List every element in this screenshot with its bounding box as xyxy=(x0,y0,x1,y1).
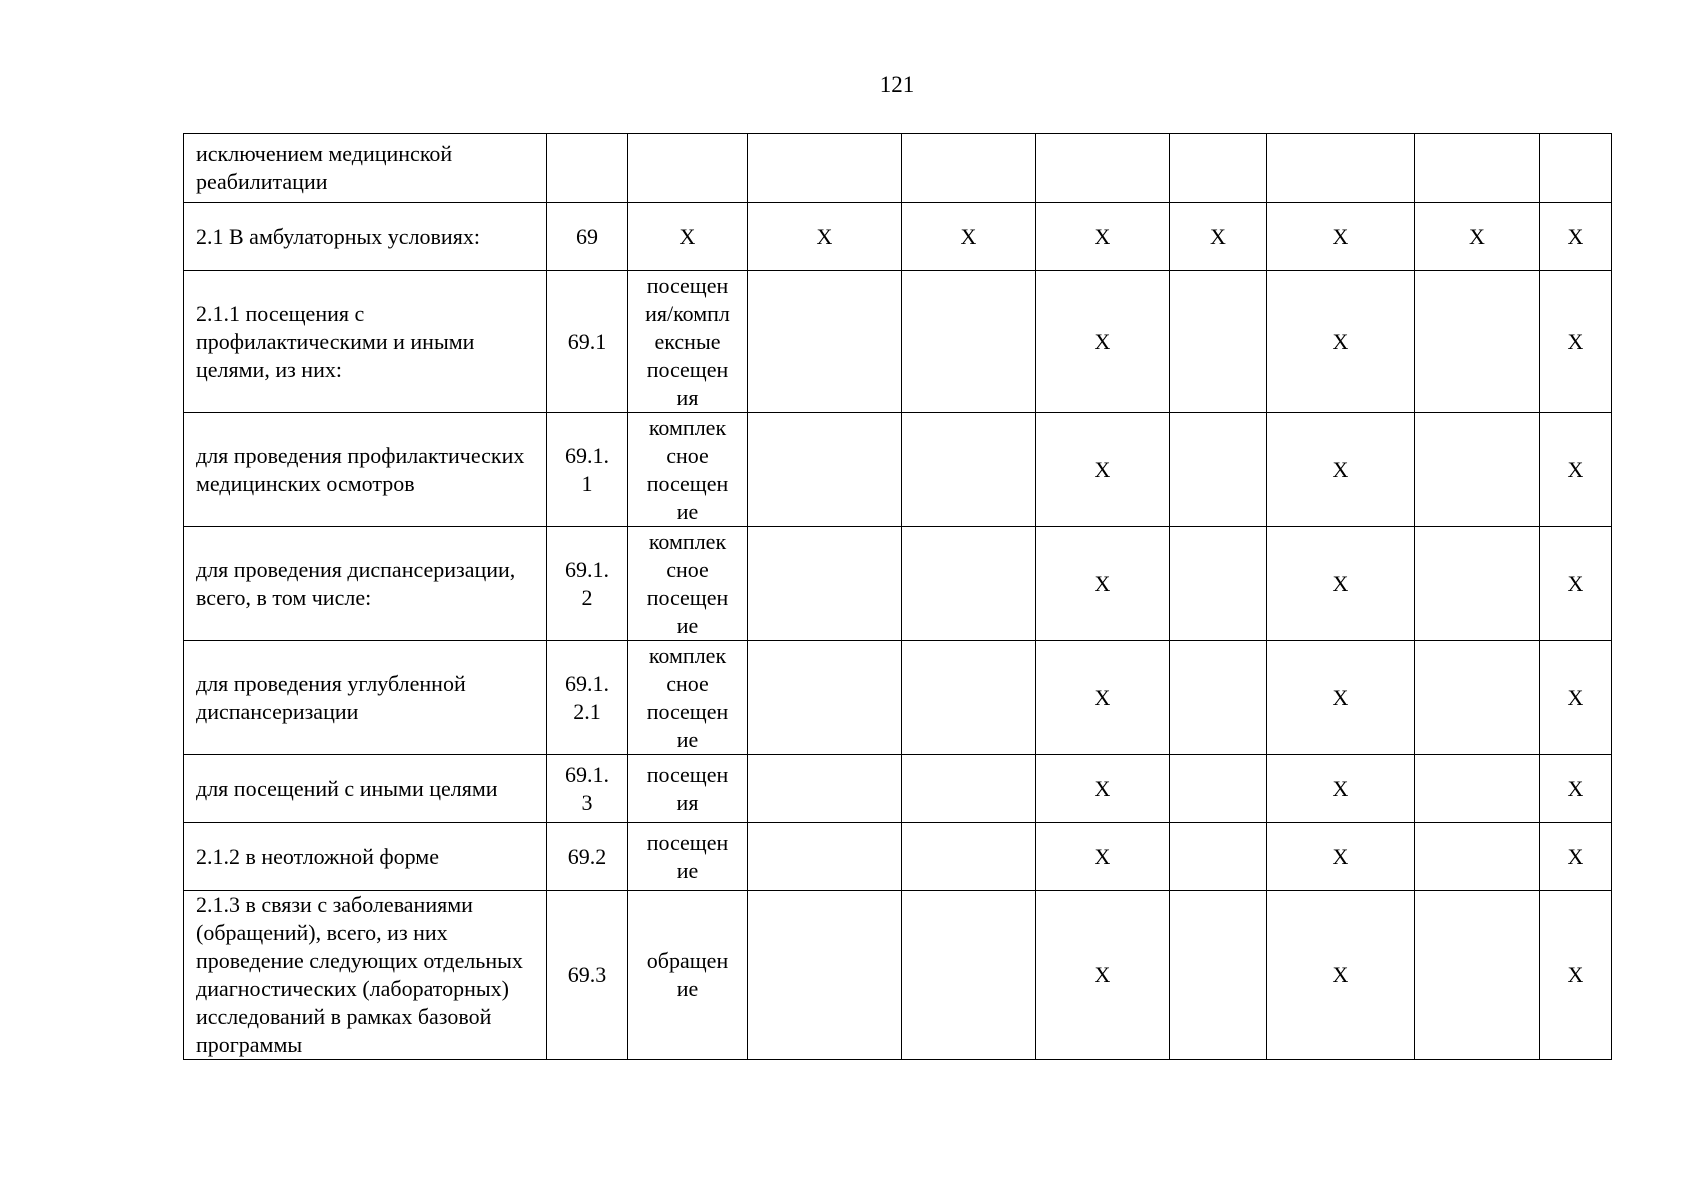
row-name-cell: для проведения диспансеризации, всего, в том числе: xyxy=(184,527,547,641)
value-cell: X xyxy=(1267,527,1415,641)
unit-cell: посещен ие xyxy=(628,823,748,891)
value-cell xyxy=(902,755,1036,823)
value-cell xyxy=(1170,271,1267,413)
row-name-cell: 2.1.1 посещения с профилактическими и иными целями, из них: xyxy=(184,271,547,413)
value-cell xyxy=(1415,413,1540,527)
table-row xyxy=(184,891,1612,1060)
value-cell xyxy=(748,755,902,823)
value-cell xyxy=(902,134,1036,203)
table-body xyxy=(184,134,1612,1060)
value-cell: X xyxy=(1267,413,1415,527)
unit-cell: комплек сное посещен ие xyxy=(628,413,748,527)
row-name-cell: для проведения профилактических медицинских осмотров xyxy=(184,413,547,527)
value-cell: X xyxy=(1267,271,1415,413)
value-cell: X xyxy=(1267,891,1415,1060)
value-cell: X xyxy=(1267,203,1415,271)
value-cell: X xyxy=(902,203,1036,271)
row-name-cell: для проведения углубленной диспансеризации xyxy=(184,641,547,755)
value-cell: X xyxy=(1036,271,1170,413)
value-cell xyxy=(748,271,902,413)
value-cell xyxy=(1415,641,1540,755)
value-cell xyxy=(1170,823,1267,891)
unit-cell: посещен ия xyxy=(628,755,748,823)
value-cell xyxy=(1415,134,1540,203)
value-cell xyxy=(1170,755,1267,823)
value-cell: X xyxy=(1267,823,1415,891)
value-cell xyxy=(1170,641,1267,755)
value-cell xyxy=(902,641,1036,755)
value-cell xyxy=(1267,134,1415,203)
table-row xyxy=(184,203,1612,271)
value-cell: X xyxy=(1267,641,1415,755)
value-cell: X xyxy=(1540,641,1612,755)
value-cell: X xyxy=(1036,641,1170,755)
value-cell: X xyxy=(1540,755,1612,823)
value-cell xyxy=(748,527,902,641)
value-cell xyxy=(1170,527,1267,641)
value-cell xyxy=(1540,134,1612,203)
row-code-cell: 69.1. 2 xyxy=(547,527,628,641)
value-cell xyxy=(748,134,902,203)
value-cell: X xyxy=(1267,755,1415,823)
value-cell xyxy=(748,641,902,755)
value-cell xyxy=(1170,413,1267,527)
unit-cell: комплек сное посещен ие xyxy=(628,641,748,755)
row-code-cell: 69 xyxy=(547,203,628,271)
data-table xyxy=(183,133,1612,1060)
table-row xyxy=(184,823,1612,891)
value-cell xyxy=(1415,891,1540,1060)
value-cell: X xyxy=(1540,271,1612,413)
value-cell: X xyxy=(1036,413,1170,527)
value-cell xyxy=(902,413,1036,527)
value-cell xyxy=(1415,271,1540,413)
value-cell: X xyxy=(1415,203,1540,271)
page-number: 121 xyxy=(879,72,915,97)
table-row xyxy=(184,641,1612,755)
row-name-cell: 2.1 В амбулаторных условиях: xyxy=(184,203,547,271)
value-cell: X xyxy=(1036,891,1170,1060)
value-cell: X xyxy=(1540,527,1612,641)
row-code-cell: 69.1 xyxy=(547,271,628,413)
row-code-cell xyxy=(547,134,628,203)
row-name-cell: 2.1.3 в связи с заболеваниями (обращений), всего, из них проведение следующих отдельных диагностических (лабораторных) исследований в рамках базовой программы xyxy=(184,891,547,1060)
value-cell: X xyxy=(1170,203,1267,271)
value-cell xyxy=(902,891,1036,1060)
value-cell xyxy=(902,823,1036,891)
table-row xyxy=(184,271,1612,413)
value-cell xyxy=(748,891,902,1060)
table-row xyxy=(184,755,1612,823)
row-code-cell: 69.1. 1 xyxy=(547,413,628,527)
value-cell: X xyxy=(1036,203,1170,271)
row-name-cell: 2.1.2 в неотложной форме xyxy=(184,823,547,891)
table-row xyxy=(184,527,1612,641)
value-cell xyxy=(902,527,1036,641)
unit-cell: посещен ия/компл ексные посещен ия xyxy=(628,271,748,413)
row-code-cell: 69.2 xyxy=(547,823,628,891)
value-cell: X xyxy=(748,203,902,271)
unit-cell xyxy=(628,134,748,203)
value-cell xyxy=(1415,755,1540,823)
table-row xyxy=(184,134,1612,203)
value-cell xyxy=(1415,823,1540,891)
value-cell: X xyxy=(1540,413,1612,527)
unit-cell: комплек сное посещен ие xyxy=(628,527,748,641)
value-cell: X xyxy=(1540,203,1612,271)
value-cell xyxy=(748,823,902,891)
value-cell xyxy=(1170,134,1267,203)
unit-cell: X xyxy=(628,203,748,271)
value-cell xyxy=(1036,134,1170,203)
value-cell xyxy=(1415,527,1540,641)
value-cell: X xyxy=(1036,823,1170,891)
table-row xyxy=(184,413,1612,527)
value-cell: X xyxy=(1036,527,1170,641)
value-cell: X xyxy=(1540,823,1612,891)
row-name-cell: для посещений с иными целями xyxy=(184,755,547,823)
value-cell xyxy=(748,413,902,527)
value-cell xyxy=(1170,891,1267,1060)
value-cell xyxy=(902,271,1036,413)
row-code-cell: 69.1. 3 xyxy=(547,755,628,823)
value-cell: X xyxy=(1036,755,1170,823)
value-cell: X xyxy=(1540,891,1612,1060)
row-code-cell: 69.1. 2.1 xyxy=(547,641,628,755)
unit-cell: обращен ие xyxy=(628,891,748,1060)
row-name-cell: исключением медицинской реабилитации xyxy=(184,134,547,203)
row-code-cell: 69.3 xyxy=(547,891,628,1060)
